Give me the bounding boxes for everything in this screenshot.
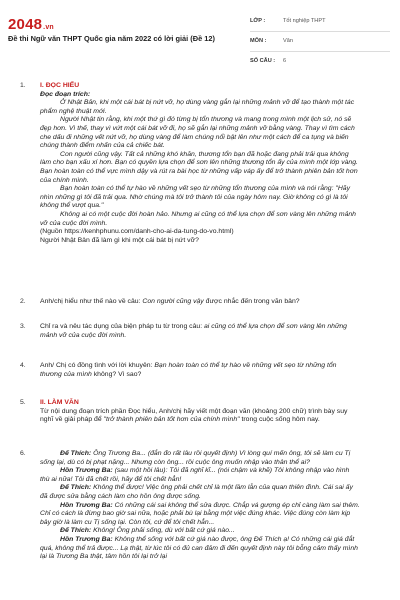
dialogue-line [40, 467, 360, 484]
dialogue-line [40, 536, 360, 562]
site-logo[interactable] [8, 16, 54, 33]
dialogue-text: Không thể được! Việc ông phải chết chỉ là một lầm lẫn của quan thiên đình. Cái sai ấy đã được sửa bằng cách làm cho hồn ông được sống. [40, 484, 353, 500]
dialogue-speaker: Hồn Trương Ba: [60, 535, 113, 543]
question-lead: Anh/ Chị có đồng tình với lời khuyên: [40, 362, 155, 369]
info-row-class [250, 12, 390, 31]
passage-paragraph: Ở Nhật Bản, khi một cái bát bị nứt vỡ, họ dùng vàng gắn lại những mảnh vỡ để tạo thành một tác phẩm nghệ thuật mới. [40, 99, 355, 115]
question-tail: trong cuộc sống hôm nay. [239, 416, 320, 424]
question-tail: không? Vì sao? [91, 370, 142, 378]
question-lead: Anh/chị hiểu như thế nào về câu: [40, 298, 143, 305]
question-number: 2. [20, 298, 26, 305]
question-number: 5. [20, 399, 26, 406]
dialogue-text: Không thể sống với bất cứ giá nào được, ông Đế Thích ạ! Có những cái giá đắt quá, không thể trả được... Lạ thật, từ lúc tôi có đủ can đảm đi đến quyết định này tôi bỗng cảm thấy mình lại là Trương Ba thật, tâm hồn tôi lại trở lại [40, 535, 358, 561]
info-label: MÔN : [250, 38, 267, 44]
question-body [40, 399, 360, 425]
info-value: Văn [283, 38, 293, 44]
exam-info-table [250, 12, 390, 71]
passage-paragraph: Không ai có một cuộc đời hoàn hảo. Nhưng ai cũng có thể lựa chọn để sơn vàng lên những mảnh vỡ của cuộc đời mình. [40, 210, 356, 227]
dialogue-speaker: Hồn Trương Ba: [60, 501, 113, 509]
dialogue-speaker: Đế Thích: [60, 527, 92, 535]
passage-paragraph: Bạn hoàn toàn có thể tự hào về những vết sẹo từ những tổn thương của mình và nói rằng: "Hãy nhìn những gì tôi đã trải qua. Nhờ chúng mà tôi trở thành tôi của ngày hôm nay. Giờ không có gì là tôi không thể vượt qua." [40, 185, 351, 210]
question-body [40, 362, 360, 379]
dialogue-line [40, 527, 360, 536]
dialogue-text: Không! Ông phải sống, dù với bất cứ giá nào... [91, 527, 235, 535]
passage-paragraph: Con người cũng vậy. Tất cả những khó khăn, thương tổn bạn đã hoặc đang phải trải qua không làm cho bạn xấu xí hơn. Bạn có quyền lựa chọn để sơn lên những thương tổn ấy của mình một lớp vàng. Bạn hoàn toàn có thể vực mình dậy và rút ra bài học từ những vấp váp ấy để trở thành phiên bản tốt hơn của chính mình. [40, 150, 358, 184]
question-number: 1. [20, 82, 26, 89]
passage-source: (Nguồn https://kenhphunu.com/danh-cho-ai-da-tung-do-vo.html) [40, 228, 234, 236]
question-lead: Chỉ ra và nêu tác dụng của biện pháp tu từ trong câu: [40, 323, 204, 330]
section-heading: I. ĐỌC HIỂU [40, 82, 80, 89]
question-list [0, 80, 400, 600]
question-quote: Con người cũng vậy [142, 298, 204, 305]
question-body [40, 82, 360, 245]
dialogue-line [40, 502, 360, 528]
info-label: LỚP : [250, 18, 266, 24]
question-quote: ai cũng có thể lựa chọn để sơn vàng lên những mảnh vỡ của cuộc đời mình. [40, 323, 347, 339]
question-text: Người Nhật Bản đã làm gì khi một cái bát bị nứt vỡ? [40, 236, 199, 244]
dialogue-line [40, 484, 360, 501]
dialogue-text: (sau một hồi lâu): Tôi đã nghĩ kĩ... (nói chậm và khẽ) Tôi không nhập vào hình thù ai nữa! Tôi đã chết rồi, hãy để tôi chết hẳn! [40, 467, 350, 483]
dialogue-speaker: Đế Thích: [60, 484, 92, 492]
question-quote: Bạn hoàn toàn có thể tự hào về những vết sẹo từ những tổn thương của mình [40, 362, 337, 378]
dialogue-text: Ông Trương Ba... (đắn đo rất lâu rồi quyết định) Vì lòng quí mến ông, tôi sẽ làm cu Tị sống lại, dù có bị phạt nặng... Nhưng còn ông... rồi cuộc ông muốn nhập vào thân thể ai? [40, 450, 351, 466]
section-heading: II. LÀM VĂN [40, 399, 79, 406]
info-label: SỐ CÂU : [250, 58, 276, 64]
page-header [0, 0, 400, 72]
question-lead: Từ nội dung đoạn trích phần Đọc hiểu, Anh/chị hãy viết một đoạn văn (khoảng 200 chữ) trình bày suy nghĩ về giải pháp để [40, 407, 348, 424]
question-tail: được nhắc đến trong văn bản? [203, 298, 300, 305]
dialogue-speaker: Đế Thích: [60, 450, 92, 457]
info-value: Tốt nghiệp THPT [283, 18, 326, 24]
dialogue-text: Có những cái sai không thể sửa được. Chắp vá gượng ép chỉ càng làm sai thêm. Chỉ có cách là đừng bao giờ sai nữa, hoặc phải bù lại bằng một việc đúng khác. Việc đúng còn làm kịp bây giờ là làm cu Tị sống lại. Còn tôi, cứ để tôi chết hẳn... [40, 501, 360, 526]
question-body [40, 298, 360, 307]
info-row-subject [250, 31, 390, 51]
question-quote: "trở thành phiên bản tốt hơn của chính mình" [103, 416, 240, 424]
reading-prompt: Đọc đoạn trích: [40, 90, 91, 98]
passage-paragraph: Người Nhật tin rằng, khi một thứ gì đó từng bị tổn thương và mang trong mình một lịch sử, nó sẽ đẹp hơn. Vì thế, thay vì vứt một cái bát vỡ đi, họ sẽ gắn lại những mảnh vỡ bằng vàng. Thay vì tìm cách che dấu đi những vết nứt vỡ, họ dùng vàng để làm chúng nổi bật lên như một cách để ca tụng và biến chúng thành điểm nhấn của cả chiếc bát. [40, 116, 355, 150]
logo-main: 2048 [8, 16, 43, 33]
question-body [40, 450, 360, 562]
question-body [40, 323, 360, 340]
info-value: 6 [283, 58, 287, 64]
question-number: 3. [20, 323, 26, 330]
dialogue-line [40, 450, 360, 467]
question-number: 6. [20, 450, 26, 457]
dialogue-speaker: Hồn Trương Ba: [60, 467, 113, 475]
exam-title: Đề thi Ngữ văn THPT Quốc gia năm 2022 có lời giải (Đề 12) [8, 34, 215, 43]
info-row-count [250, 51, 390, 71]
question-number: 4. [20, 362, 26, 369]
logo-suffix: .vn [43, 24, 54, 31]
